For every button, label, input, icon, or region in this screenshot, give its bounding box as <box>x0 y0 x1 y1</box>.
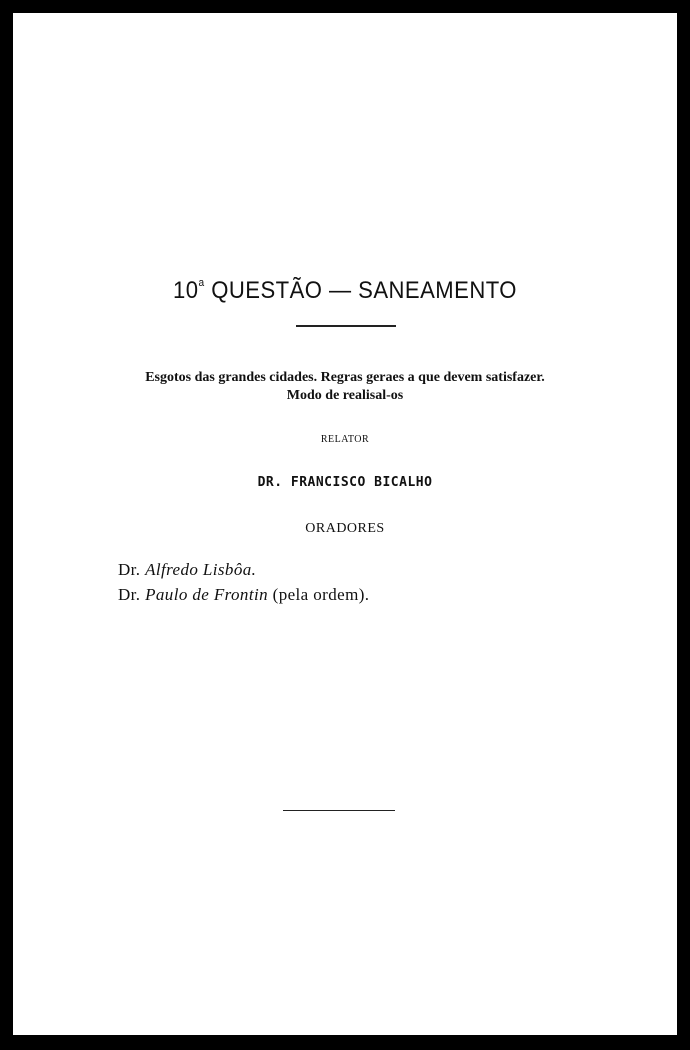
page-title <box>40 277 651 305</box>
title-divider <box>296 325 396 327</box>
relator-label: RELATOR <box>320 434 370 445</box>
oradores-label: ORADORES <box>305 521 385 536</box>
speaker-title: Dr. <box>118 585 141 604</box>
title-number: 10 <box>173 277 199 304</box>
relator-name: DR. FRANCISCO BICALHO <box>257 475 433 490</box>
document-page <box>13 13 677 1035</box>
speaker-note: (pela ordem). <box>272 585 370 604</box>
speakers-list <box>118 557 369 607</box>
speaker-item <box>118 557 369 582</box>
title-text: QUESTÃO — SANEAMENTO <box>211 277 517 304</box>
subject-line-2: Modo de realisal-os <box>286 388 404 403</box>
speaker-name: Alfredo Lisbôa. <box>145 560 257 579</box>
speaker-name: Paulo de Frontin <box>145 585 268 604</box>
title-ordinal: a <box>198 277 205 289</box>
subject <box>13 369 677 405</box>
subject-line-1: Esgotos das grandes cidades. Regras geraes a que devem satisfazer. <box>145 370 545 385</box>
speaker-item <box>118 582 369 607</box>
speaker-title: Dr. <box>118 560 141 579</box>
end-divider <box>283 810 395 811</box>
